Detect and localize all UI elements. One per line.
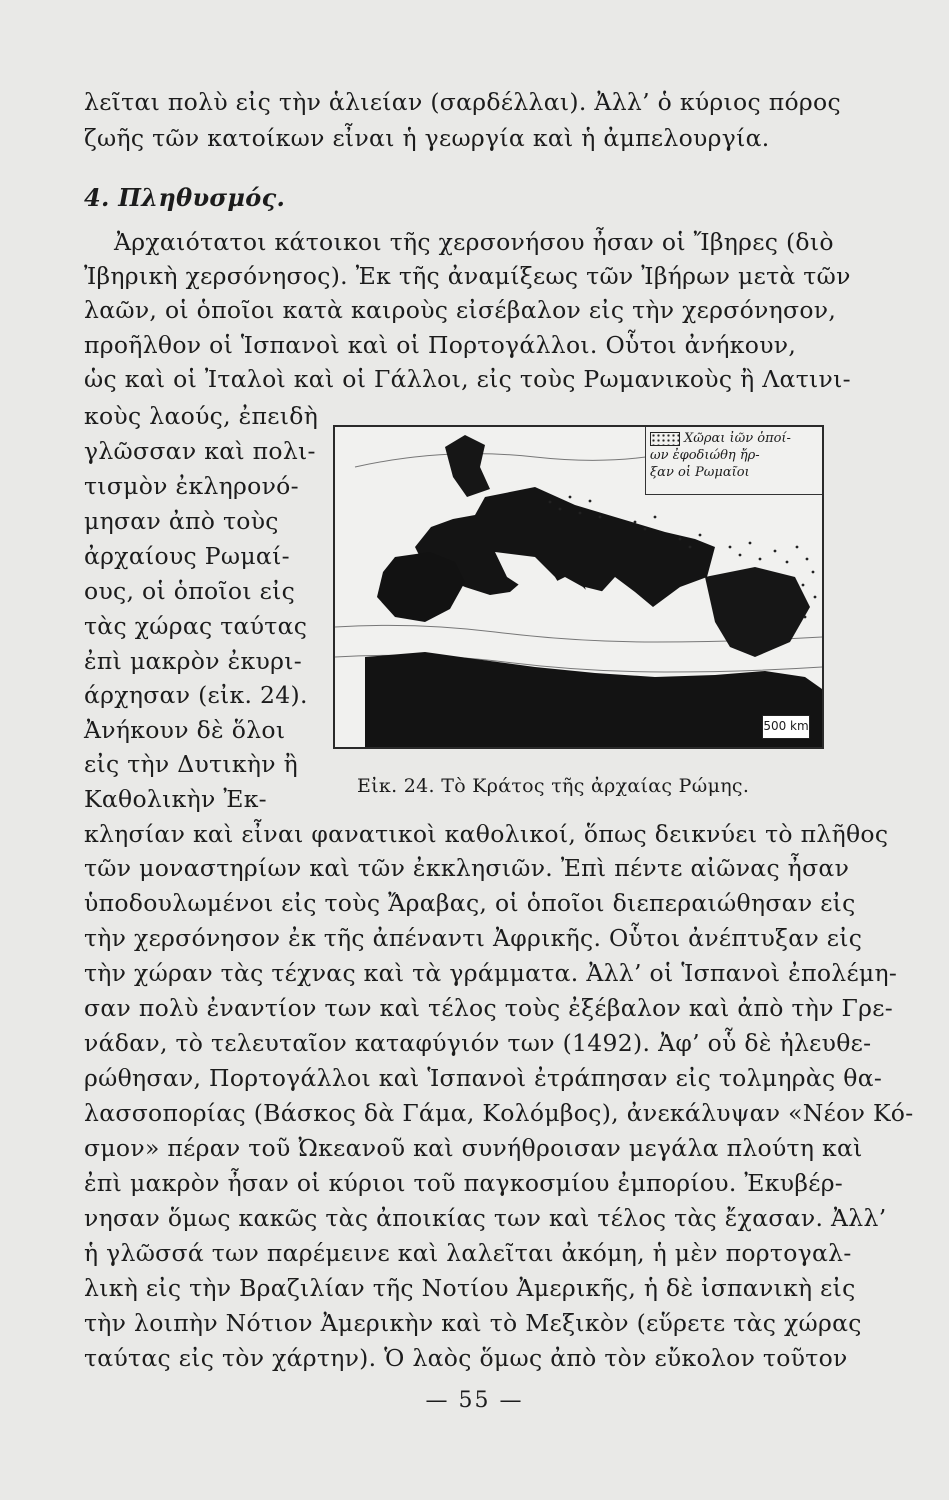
asia-minor-shape [705, 567, 810, 657]
body-text-line: τὴν λοιπὴν Νότιον Ἀμερικὴν καὶ τὸ Μεξικὸν (εὕρετε τὰς χώρας [84, 1309, 862, 1337]
body-text-line: Ἀρχαιότατοι κάτοικοι τῆς χερσονήσου ἦσαν οἱ Ἴβηρες (διὸ [114, 228, 834, 256]
roman-empire-map [333, 425, 824, 749]
page-number: — 55 — [425, 1388, 524, 1413]
body-text-line: νησαν ὅμως κακῶς τὰς ἀποικίας των καὶ τέλος τὰς ἔχασαν. Ἀλλ’ [84, 1204, 887, 1232]
body-text-line: ὑποδουλωμένοι εἰς τοὺς Ἄραβας, οἱ ὁποῖοι διεπεραιώθησαν εἰς [84, 889, 856, 917]
body-text-line: ἡ γλῶσσά των παρέμεινε καὶ λαλεῖται ἀκόμη, ἡ μὲν πορτογαλ- [84, 1239, 852, 1267]
body-text-line: τὴν χερσόνησον ἐκ τῆς ἀπέναντι Ἀφρικῆς. Οὗτοι ἀνέπτυξαν εἰς [84, 924, 863, 952]
north-africa-shape [365, 652, 822, 747]
body-text-line: Καθολικὴν Ἐκ- [84, 785, 267, 813]
body-text-line: άρχησαν (εἰκ. 24). [84, 681, 308, 709]
body-text-line: ζωῆς τῶν κατοίκων εἶναι ἡ γεωργία καὶ ἡ ἀμπελουργία. [84, 124, 770, 152]
body-text-line: ὡς καὶ οἱ Ἰταλοὶ καὶ οἱ Γάλλοι, εἰς τοὺς Ρωμανικοὺς ἢ Λατινι- [84, 365, 851, 393]
iberia-shape [377, 552, 465, 622]
body-text-line: σμον» πέραν τοῦ Ὠκεανοῦ καὶ συνήθροισαν μεγάλα πλούτη καὶ [84, 1134, 863, 1162]
dotted-pattern-swatch [650, 432, 680, 446]
body-text-line: Ἰβηρικὴ χερσόνησος). Ἐκ τῆς ἀναμίξεως τῶν Ἰβήρων μετὰ τῶν [84, 262, 851, 290]
body-text-line: ταύτας εἰς τὸν χάρτην). Ὁ λαὸς ὅμως ἀπὸ τὸν εὔκολον τοῦτον [84, 1344, 848, 1372]
body-text-line: ἐπὶ μακρὸν ἦσαν οἱ κύριοι τοῦ παγκοσμίου ἐμπορίου. Ἐκυβέρ- [84, 1169, 844, 1197]
body-text-line: λασσοπορίας (Βάσκος δὰ Γάμα, Κολόμβος), ἀνεκάλυψαν «Νέον Κό- [84, 1099, 914, 1127]
body-text-line: ἐπὶ μακρὸν ἐκυρι- [84, 647, 302, 675]
figure-caption: Εἰκ. 24. Τὸ Κράτος τῆς ἀρχαίας Ρώμης. [357, 775, 750, 797]
body-text-line: λαῶν, οἱ ὁποῖοι κατὰ καιροὺς εἰσέβαλον εἰς τὴν χερσόνησον, [84, 296, 837, 324]
map-legend [645, 427, 822, 495]
body-text-line: νάδαν, τὸ τελευταῖον καταφύγιόν των (1492). Ἀφ’ οὗ δὲ ἠλευθε- [84, 1029, 872, 1057]
body-text-line: λεῖται πολὺ εἰς τὴν ἁλιείαν (σαρδέλλαι). Ἀλλ’ ὁ κύριος πόρος [84, 88, 841, 116]
body-text-line: κλησίαν καὶ εἶναι φανατικοὶ καθολικοί, ὅπως δεικνύει τὸ πλῆθος [84, 820, 889, 848]
body-text-line: λικὴ εἰς τὴν Βραζιλίαν τῆς Νοτίου Ἀμερικῆς, ἡ δὲ ἰσπανικὴ εἰς [84, 1274, 856, 1302]
body-text-line: ρώθησαν, Πορτογάλλοι καὶ Ἱσπανοὶ ἐτράπησαν εἰς τολμηρὰς θα- [84, 1064, 883, 1092]
sea-gap [585, 587, 645, 632]
body-text-line: γλῶσσαν καὶ πολι- [84, 437, 316, 465]
body-text-line: ους, οἱ ὁποῖοι εἰς [84, 577, 296, 605]
body-text-line: τῶν μοναστηρίων καὶ τῶν ἐκκλησιῶν. Ἐπὶ πέντε αἰῶνας ἦσαν [84, 854, 850, 882]
body-text-line: μησαν ἀπὸ τοὺς [84, 507, 279, 535]
body-text-line: τὴν χώραν τὰς τέχνας καὶ τὰ γράμματα. Ἀλλ’ οἱ Ἱσπανοὶ ἐπολέμη- [84, 959, 898, 987]
britain-shape [445, 435, 490, 497]
body-text-line: ἀρχαίους Ρωμαί- [84, 542, 290, 570]
body-text-line: Ἀνήκουν δὲ ὅλοι [84, 716, 286, 744]
legend-text-line: Χῶραι ἰῶν ὁποί- [684, 431, 791, 446]
section-heading: 4. Πληθυσμός. [84, 183, 286, 212]
body-text-line: κοὺς λαούς, ἐπειδὴ [84, 402, 319, 430]
body-text-line: εἰς τὴν Δυτικὴν ἢ [84, 750, 299, 778]
legend-text-line: ων ἐφοδιώθη ἤρ- [650, 448, 760, 463]
body-text-line: προῆλθον οἱ Ἱσπανοὶ καὶ οἱ Πορτογάλλοι. Οὗτοι ἀνήκουν, [84, 331, 797, 359]
body-text-line: σαν πολὺ ἐναντίον των καὶ τέλος τοὺς ἐξέβαλον καὶ ἀπὸ τὴν Γρε- [84, 994, 893, 1022]
map-scale-box: 500 km [762, 715, 810, 739]
legend-text-line: ξαν οἱ Ρωμαῖοι [650, 465, 750, 480]
body-text-line: τισμὸν ἐκληρονό- [84, 472, 299, 500]
body-text-line: τὰς χώρας ταύτας [84, 612, 308, 640]
